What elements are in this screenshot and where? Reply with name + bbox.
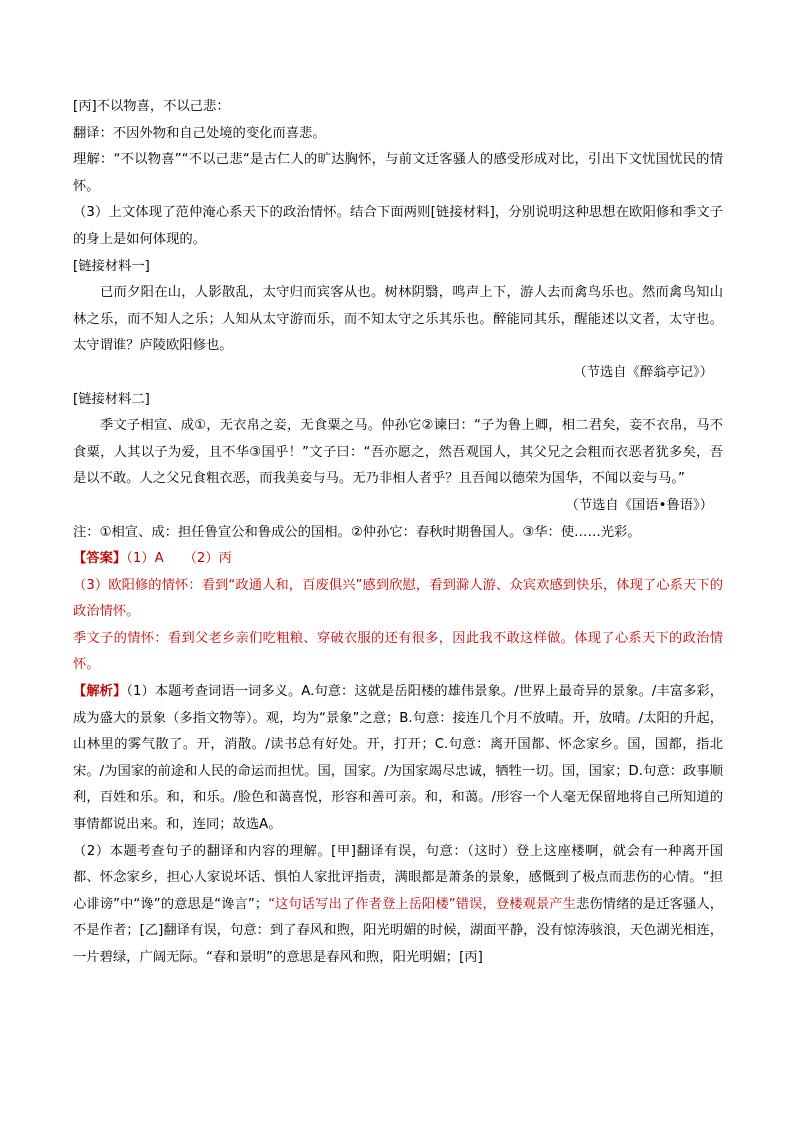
link-material-1-source: （节选自《醉翁亭记》） — [573, 364, 713, 380]
answer-line — [73, 546, 723, 573]
analysis-2 — [73, 839, 723, 972]
analysis-tag: 【解析】 — [73, 684, 127, 700]
link-material-2-source: （节选自《国语•鲁语》） — [565, 497, 713, 513]
bing-heading: [丙]不以物喜，不以己悲： — [73, 99, 230, 114]
analysis-2-highlight: “这句话写出了作者登上岳阳楼”错误，登楼观景产生 — [268, 896, 577, 912]
analysis-2-part-a: （2）本题考查句子的翻译和内容的理解。[甲]翻译有误，句意：（这时）登上这座楼啊，就会有一种离开国都、怀念家乡，担心人家说坏话、惧怕人家批评指责，满眼都是萧条的景象，感慨到了极点而悲伤的心情。“担心诽谤”中“谗”的意思是“谗言”； — [73, 843, 723, 912]
link-material-1-heading: [链接材料一] — [73, 258, 150, 274]
question-3: （3）上文体现了范仲淹心系天下的政治情怀。结合下面两则[链接材料]，分别说明这种思想在欧阳修和季文子的身上是如何体现的。 — [73, 205, 723, 247]
analysis-2-part-b: 悲伤情绪的是迁客骚人，不是作者；[乙]翻译有误，句意：到了春风和煦，阳光明媚的时候，湖面平静，没有惊涛骇浪，天色湖光相连，一片碧绿，广阔无际。“春和景明”的意思是春风和煦，阳光明媚；[丙] — [73, 896, 724, 965]
answer-3-ouyangxiu: （3）欧阳修的情怀：看到“政通人和，百废俱兴”感到欣慰，看到滁人游、众宾欢感到快乐，体现了心系天下的政治情怀。 — [73, 577, 723, 620]
answer-tag: 【答案】 — [73, 551, 127, 567]
answer-text: （1）A （2）丙 — [126, 551, 232, 567]
document-content — [73, 94, 723, 972]
link-material-2-heading: [链接材料二] — [73, 391, 150, 407]
footnote: 注：①相宣、成：担任鲁宣公和鲁成公的国相。②仲孙它：春秋时期鲁国人。③华：使……光彩。 — [73, 524, 641, 540]
bing-translation: 翻译：不因外物和自己处境的变化而喜悲。 — [73, 125, 326, 141]
analysis-1 — [73, 679, 723, 839]
bing-understanding: 理解：“不以物喜”“不以己悲“是古仁人的旷达胸怀，与前文迁客骚人的感受形成对比，引出下文忧国忧民的情怀。 — [73, 152, 723, 194]
answer-3-jiwenzi: 季文子的情怀：看到父老乡亲们吃粗粮、穿破衣服的还有很多，因此我不敢这样做。体现了心系天下的政治情怀。 — [73, 630, 723, 673]
link-material-1-text: 已而夕阳在山，人影散乱，太守归而宾客从也。树林阴翳，鸣声上下，游人去而禽鸟乐也。然而禽鸟知山林之乐，而不知人之乐；人知从太守游而乐，而不知太守之乐其乐也。醉能同其乐，醒能述以文者，太守也。太守谓谁？庐陵欧阳修也。 — [73, 285, 723, 354]
analysis-1-text: （1）本题考查词语一词多义。A.句意：这就是岳阳楼的雄伟景象。/世界上最奇异的景象。/丰富多彩，成为盛大的景象（多指文物等）。观，均为“景象”之意；B.句意：接连几个月不放晴。开，放晴。/太阳的升起，山林里的雾气散了。开，消散。/读书总有好处。开，打开；C.句意：离开国都、怀念家乡。国，国都，指北宋。/为国家的前途和人民的命运而担忧。国，国家。/为国家竭尽忠诚，牺牲一切。国，国家；D.句意：政事顺利，百姓和乐。和，和乐。/脸色和蔼喜悦，形容和善可亲。和，和蔼。/形容一个人毫无保留地将自己所知道的事情都说出来。和，连同；故选A。 — [73, 684, 724, 833]
link-material-2-text: 季文子相宣、成①，无衣帛之妾，无食粟之马。仲孙它②谏曰：“子为鲁上卿，相二君矣，妾不衣帛，马不食粟，人其以子为爱，且不华③国乎！”文子曰：“吾亦愿之，然吾观国人，其父兄之会粗而衣恶者犹多矣，吾是以不敢。人之父兄食粗衣恶，而我美妾与马。无乃非相人者乎？且吾闻以德荣为国华，不闻以妾与马。” — [73, 418, 723, 487]
